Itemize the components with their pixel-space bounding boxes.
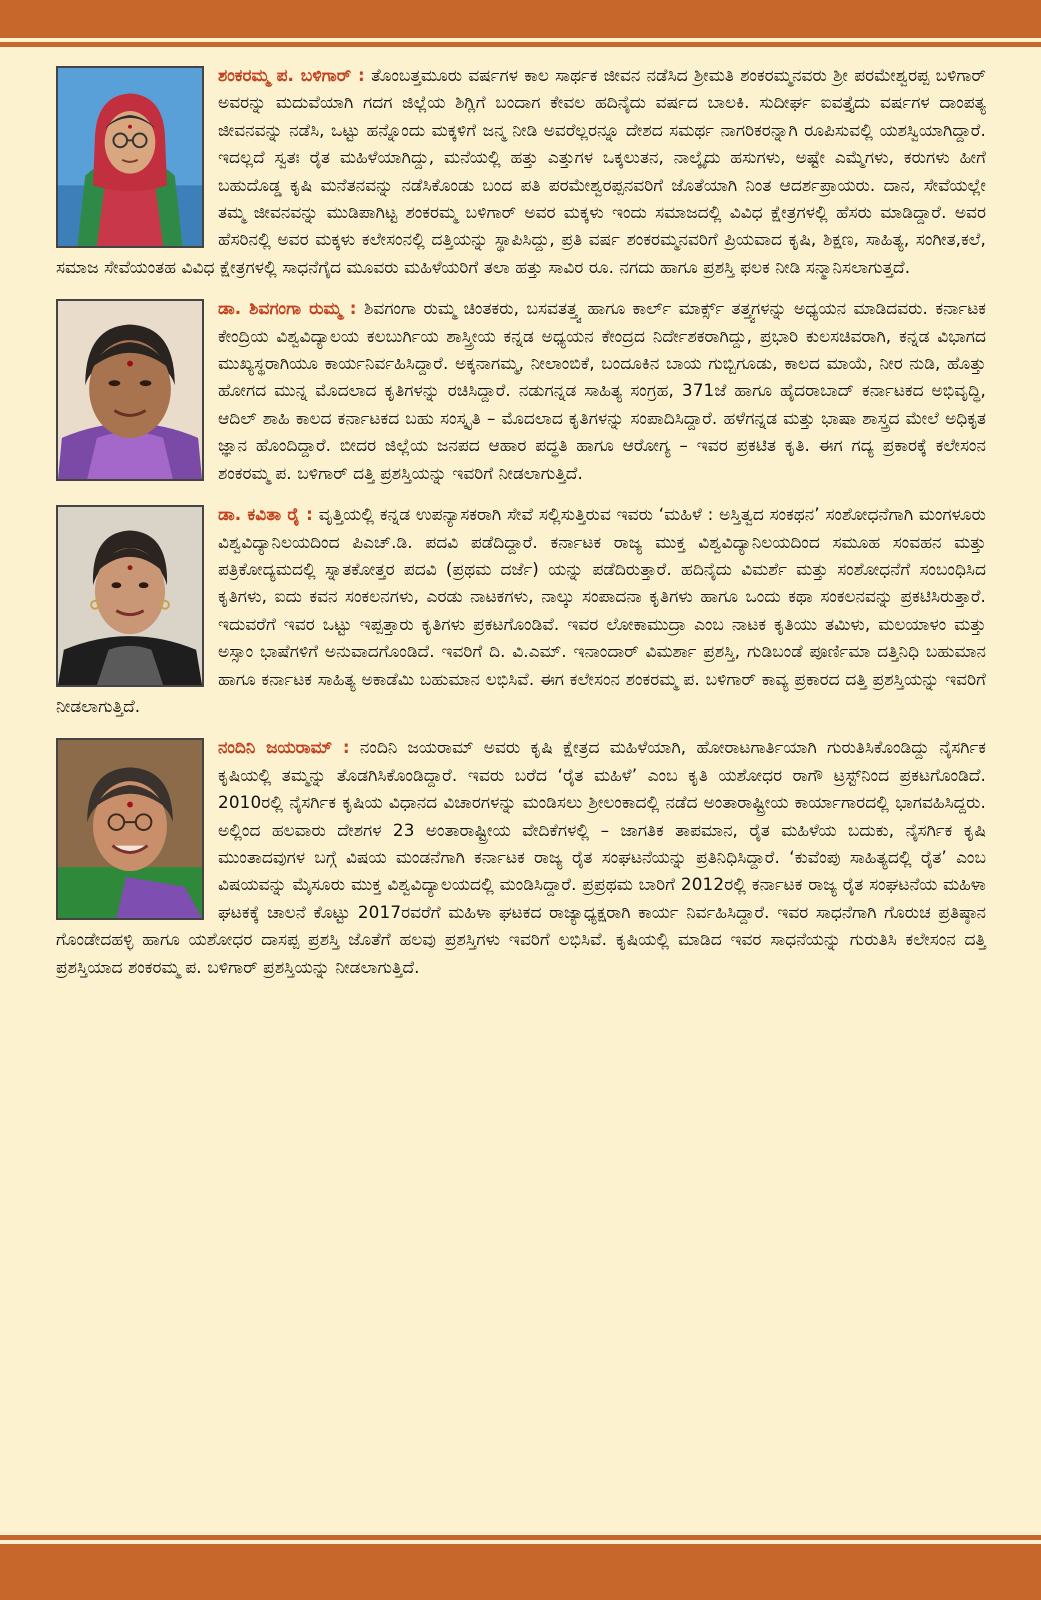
portrait-photo <box>56 505 204 687</box>
awardee-bio: ಶಿವಗಂಗಾ ರುಮ್ಮ ಚಿಂತಕರು, ಬಸವತತ್ತ್ವ ಹಾಗೂ ಕಾರ್ಲ್ ಮಾರ್ಕ್ಸ್ ತತ್ತ್ವಗಳನ್ನು ಅಧ್ಯಯನ ಮಾಡಿದವರು. ಕರ್ನಾಟಕ ಕೇಂದ್ರಿಯ ವಿಶ್ವವಿದ್ಯಾಲಯ ಕಲಬುರ್ಗಿಯ ಶಾಸ್ತ್ರೀಯ ಕನ್ನಡ ಅಧ್ಯಯನ ಕೇಂದ್ರದ ನಿರ್ದೇಶಕರಾಗಿದ್ದು, ಪ್ರಭಾರಿ ಕುಲಸಚಿವರಾಗಿ, ಕನ್ನಡ ವಿಭಾಗದ ಮುಖ್ಯಸ್ಥರಾಗಿಯೂ ಕಾರ್ಯನಿರ್ವಹಿಸಿದ್ದಾರೆ. ಅಕ್ಕನಾಗಮ್ಮ, ನೀಲಾಂಬಿಕೆ, ಬಂದೂಕಿನ ಬಾಯ ಗುಬ್ಬಿಗೂಡು, ಕಾಲದ ಮಾಯೆ, ನೀರ ನುಡಿ, ಹೊತ್ತು ಹೋಗದ ಮುನ್ನ ಮೊದಲಾದ ಕೃತಿಗಳನ್ನು ರಚಿಸಿದ್ದಾರೆ. ನಡುಗನ್ನಡ ಸಾಹಿತ್ಯ ಸಂಗ್ರಹ, 371ಜೆ ಹಾಗೂ ಹೈದರಾಬಾದ್ ಕರ್ನಾಟಕದ ಅಭಿವೃದ್ಧಿ, ಆದಿಲ್ ಶಾಹಿ ಕಾಲದ ಕರ್ನಾಟಕದ ಬಹು ಸಂಸ್ಕೃತಿ – ಮೊದಲಾದ ಕೃತಿಗಳನ್ನು ಸಂಪಾದಿಸಿದ್ದಾರೆ. ಹಳೆಗನ್ನಡ ಮತ್ತು ಭಾಷಾ ಶಾಸ್ತ್ರದ ಮೇಲೆ ಅಧಿಕೃತ ಜ್ಞಾನ ಹೊಂದಿದ್ದಾರೆ. ಬೀದರ ಜಿಲ್ಲೆಯ ಜನಪದ ಆಹಾರ ಪದ್ಧತಿ ಹಾಗೂ ಆರೋಗ್ಯ – ಇವರ ಪ್ರಕಟಿತ ಕೃತಿ. ಈಗ ಗದ್ಯ ಪ್ರಕಾರಕ್ಕೆ ಕಲೇಸಂನ ಶಂಕರಮ್ಮ ಪ. ಬಳಿಗಾರ್ ದತ್ತಿ ಪ್ರಶಸ್ತಿಯನ್ನು ಇವರಿಗೆ ನೀಡಲಾಗುತ್ತಿದೆ. <box>218 298 987 483</box>
awardee-name: ನಂದಿನಿ ಜಯರಾಮ್ : <box>218 737 350 758</box>
header-band <box>0 0 1041 38</box>
header-rule <box>0 42 1041 47</box>
portrait-photo <box>56 299 204 481</box>
awardee-name: ಡಾ. ಶಿವಗಂಗಾ ರುಮ್ಮ : <box>218 298 357 319</box>
awardee-bio: ವೃತ್ತಿಯಲ್ಲಿ ಕನ್ನಡ ಉಪನ್ಯಾಸಕರಾಗಿ ಸೇವೆ ಸಲ್ಲಿಸುತ್ತಿರುವ ಇವರು ‘ಮಹಿಳೆ : ಅಸ್ತಿತ್ವದ ಸಂಕಥನ’ ಸಂಶೋಧನೆಗಾಗಿ ಮಂಗಳೂರು ವಿಶ್ವವಿದ್ಯಾನಿಲಯದಿಂದ ಪಿಎಚ್.ಡಿ. ಪದವಿ ಪಡೆದಿದ್ದಾರೆ. ಕರ್ನಾಟಕ ರಾಜ್ಯ ಮುಕ್ತ ವಿಶ್ವವಿದ್ಯಾನಿಲಯದಿಂದ ಸಮೂಹ ಸಂವಹನ ಮತ್ತು ಪತ್ರಿಕೋದ್ಯಮದಲ್ಲಿ ಸ್ನಾತಕೋತ್ತರ ಪದವಿ (ಪ್ರಥಮ ದರ್ಜೆ) ಯನ್ನು ಪಡೆದಿರುತ್ತಾರೆ. ಹದಿನೈದು ವಿಮರ್ಶೆ ಮತ್ತು ಸಂಶೋಧನೆಗೆ ಸಂಬಂಧಿಸಿದ ಕೃತಿಗಳು, ಐದು ಕವನ ಸಂಕಲನಗಳು, ಎರಡು ನಾಟಕಗಳು, ನಾಲ್ಕು ಸಂಪಾದನಾ ಕೃತಿಗಳು ಹಾಗೂ ಒಂದು ಕಥಾ ಸಂಕಲನವನ್ನು ಪ್ರಕಟಿಸಿರುತ್ತಾರೆ. ಇದುವರೆಗೆ ಇವರ ಒಟ್ಟು ಇಪ್ಪತ್ತಾರು ಕೃತಿಗಳು ಪ್ರಕಟಗೊಂಡಿವೆ. ಇವರ ಲೋಕಾಮುದ್ರಾ ಎಂಬ ನಾಟಕ ಕೃತಿಯು ತಮಿಳು, ಮಲಯಾಳಂ ಮತ್ತು ಅಸ್ಸಾಂ ಭಾಷೆಗಳಿಗೆ ಅನುವಾದಗೊಂಡಿದೆ. ಇವರಿಗೆ ದಿ. ವಿ.ಎಮ್. ಇನಾಂದಾರ್ ವಿಮರ್ಶಾ ಪ್ರಶಸ್ತಿ, ಗುಡಿಬಂಡೆ ಪೂರ್ಣಿಮಾ ದತ್ತಿನಿಧಿ ಬಹುಮಾನ ಹಾಗೂ ಕರ್ನಾಟಕ ಸಾಹಿತ್ಯ ಅಕಾಡೆಮಿ ಬಹುಮಾನ ಲಭಿಸಿವೆ. ಈಗ ಕಲೇಸಂನ ಶಂಕರಮ್ಮ ಪ. ಬಳಿಗಾರ್ ಕಾವ್ಯ ಪ್ರಕಾರದ ದತ್ತಿ ಪ್ರಶಸ್ತಿಯನ್ನು ಇವರಿಗೆ ನೀಡಲಾಗುತ್ತಿದೆ. <box>56 504 986 716</box>
awardee-profiles <box>56 62 986 995</box>
footer-rule <box>0 1535 1041 1540</box>
awardee-name: ಶಂಕರಮ್ಮ ಪ. ಬಳಿಗಾರ್ : <box>218 65 365 85</box>
profile-shankaramma <box>56 62 986 281</box>
portrait-photo <box>56 738 204 920</box>
profile-shivaganga <box>56 295 986 487</box>
footer-band <box>0 1544 1041 1600</box>
awardee-bio: ತೊಂಬತ್ತಮೂರು ವರ್ಷಗಳ ಕಾಲ ಸಾರ್ಥಕ ಜೀವನ ನಡೆಸಿದ ಶ್ರೀಮತಿ ಶಂಕರಮ್ಮನವರು ಶ್ರೀ ಪರಮೇಶ್ವರಪ್ಪ ಬಳಿಗಾರ್ ಅವರನ್ನು ಮದುವೆಯಾಗಿ ಗದಗ ಜಿಲ್ಲೆಯ ಶಿಗ್ಲಿಗೆ ಬಂದಾಗ ಕೇವಲ ಹದಿನೈದು ವರ್ಷದ ಬಾಲಕಿ. ಸುದೀರ್ಘ ಐವತ್ತೈದು ವರ್ಷಗಳ ದಾಂಪತ್ಯ ಜೀವನವನ್ನು ನಡೆಸಿ, ಒಟ್ಟು ಹನ್ನೊಂದು ಮಕ್ಕಳಿಗೆ ಜನ್ಮ ನೀಡಿ ಅವರೆಲ್ಲರನ್ನೂ ದೇಶದ ಸಮರ್ಥ ನಾಗರಿಕರನ್ನಾಗಿ ರೂಪಿಸುವಲ್ಲಿ ಯಶಸ್ವಿಯಾಗಿದ್ದಾರೆ. ಇದಲ್ಲದೆ ಸ್ವತಃ ರೈತ ಮಹಿಳೆಯಾಗಿದ್ದು, ಮನೆಯಲ್ಲಿ ಹತ್ತು ಎತ್ತುಗಳ ಒಕ್ಕಲುತನ, ನಾಲ್ಕೈದು ಹಸುಗಳು, ಅಷ್ಟೇ ಎಮ್ಮೆಗಳು, ಕರುಗಳು ಹೀಗೆ ಬಹುದೊಡ್ಡ ಕೃಷಿ ಮನೆತನವನ್ನು ನಡೆಸಿಕೊಂಡು ಬಂದ ಪತಿ ಪರಮೇಶ್ವರಪ್ಪನವರಿಗೆ ಜೊತೆಯಾಗಿ ನಿಂತ ಆದರ್ಶಪ್ರಾಯರು. ದಾನ, ಸೇವೆಯಲ್ಲೇ ತಮ್ಮ ಜೀವನವನ್ನು ಮುಡಿಪಾಗಿಟ್ಟ ಶಂಕರಮ್ಮ ಬಳಿಗಾರ್ ಅವರ ಮಕ್ಕಳು ಇಂದು ಸಮಾಜದಲ್ಲಿ ವಿವಿಧ ಕ್ಷೇತ್ರಗಳಲ್ಲಿ ಹೆಸರು ಮಾಡಿದ್ದಾರೆ. ಅವರ ಹೆಸರಿನಲ್ಲಿ ಅವರ ಮಕ್ಕಳು ಕಲೇಸಂನಲ್ಲಿ ದತ್ತಿಯನ್ನು ಸ್ಥಾಪಿಸಿದ್ದು, ಪ್ರತಿ ವರ್ಷ ಶಂಕರಮ್ಮನವರಿಗೆ ಪ್ರಿಯವಾದ ಕೃಷಿ, ಶಿಕ್ಷಣ, ಸಾಹಿತ್ಯ, ಸಂಗೀತ,ಕಲೆ, ಸಮಾಜ ಸೇವೆಯಂತಹ ವಿವಿಧ ಕ್ಷೇತ್ರಗಳಲ್ಲಿ ಸಾಧನೆಗೈದ ಮೂವರು ಮಹಿಳೆಯರಿಗೆ ತಲಾ ಹತ್ತು ಸಾವಿರ ರೂ. ನಗದು ಹಾಗೂ ಪ್ರಶಸ್ತಿ ಫಲಕ ನೀಡಿ ಸನ್ಮಾನಿಸಲಾಗುತ್ತದೆ. <box>56 65 987 277</box>
profile-kavitha <box>56 501 986 720</box>
awardee-bio: ನಂದಿನಿ ಜಯರಾಮ್ ಅವರು ಕೃಷಿ ಕ್ಷೇತ್ರದ ಮಹಿಳೆಯಾಗಿ, ಹೋರಾಟಗಾರ್ತಿಯಾಗಿ ಗುರುತಿಸಿಕೊಂಡಿದ್ದು ನೈಸರ್ಗಿಕ ಕೃಷಿಯಲ್ಲಿ ತಮ್ಮನ್ನು ತೊಡಗಿಸಿಕೊಂಡಿದ್ದಾರೆ. ಇವರು ಬರೆದ ‘ರೈತ ಮಹಿಳೆ’ ಎಂಬ ಕೃತಿ ಯಶೋಧರ ರಾಗೌ ಟ್ರಸ್ಟ್‌ನಿಂದ ಪ್ರಕಟಗೊಂಡಿದೆ. 2010ರಲ್ಲಿ ನೈಸರ್ಗಿಕ ಕೃಷಿಯ ವಿಧಾನದ ವಿಚಾರಗಳನ್ನು ಮಂಡಿಸಲು ಶ್ರೀಲಂಕಾದಲ್ಲಿ ನಡೆದ ಅಂತಾರಾಷ್ಟ್ರೀಯ ಕಾರ್ಯಾಗಾರದಲ್ಲಿ ಭಾಗವಹಿಸಿದ್ದರು. ಅಲ್ಲಿಂದ ಹಲವಾರು ದೇಶಗಳ 23 ಅಂತಾರಾಷ್ಟ್ರೀಯ ವೇದಿಕೆಗಳಲ್ಲಿ – ಜಾಗತಿಕ ತಾಪಮಾನ, ರೈತ ಮಹಿಳೆಯ ಬದುಕು, ನೈಸರ್ಗಿಕ ಕೃಷಿ ಮುಂತಾದವುಗಳ ಬಗ್ಗೆ ವಿಷಯ ಮಂಡನೆಗಾಗಿ ಕರ್ನಾಟಕ ರಾಜ್ಯ ರೈತ ಸಂಘಟನೆಯನ್ನು ಪ್ರತಿನಿಧಿಸಿದ್ದಾರೆ. ‘ಕುವೆಂಪು ಸಾಹಿತ್ಯದಲ್ಲಿ ರೈತ’ ಎಂಬ ವಿಷಯವನ್ನು ಮೈಸೂರು ಮುಕ್ತ ವಿಶ್ವವಿದ್ಯಾಲಯದಲ್ಲಿ ಮಂಡಿಸಿದ್ದಾರೆ. ಪ್ರಪ್ರಥಮ ಬಾರಿಗೆ 2012ರಲ್ಲಿ ಕರ್ನಾಟಕ ರಾಜ್ಯ ರೈತ ಸಂಘಟನೆಯ ಮಹಿಳಾ ಘಟಕಕ್ಕೆ ಚಾಲನೆ ಕೊಟ್ಟು 2017ರವರೆಗೆ ಮಹಿಳಾ ಘಟಕದ ರಾಜ್ಯಾಧ್ಯಕ್ಷರಾಗಿ ಕಾರ್ಯ ನಿರ್ವಹಿಸಿದ್ದಾರೆ. ಇವರ ಸಾಧನೆಗಾಗಿ ಗೊರುಚ ಪ್ರತಿಷ್ಠಾನ ಗೊಂಡೇದಹಳ್ಳಿ ಹಾಗೂ ಯಶೋಧರ ದಾಸಪ್ಪ ಪ್ರಶಸ್ತಿ ಜೊತೆಗೆ ಹಲವು ಪ್ರಶಸ್ತಿಗಳು ಇವರಿಗೆ ಲಭಿಸಿವೆ. ಕೃಷಿಯಲ್ಲಿ ಮಾಡಿದ ಇವರ ಸಾಧನೆಯನ್ನು ಗುರುತಿಸಿ ಕಲೇಸಂನ ದತ್ತಿ ಪ್ರಶಸ್ತಿಯಾದ ಶಂಕರಮ್ಮ ಪ. ಬಳಿಗಾರ್ ಪ್ರಶಸ್ತಿಯನ್ನು ನೀಡಲಾಗುತ್ತಿದೆ. <box>56 737 987 977</box>
portrait-photo <box>56 66 204 248</box>
profile-nandini <box>56 734 986 981</box>
awardee-name: ಡಾ. ಕವಿತಾ ರೈ : <box>218 504 314 525</box>
